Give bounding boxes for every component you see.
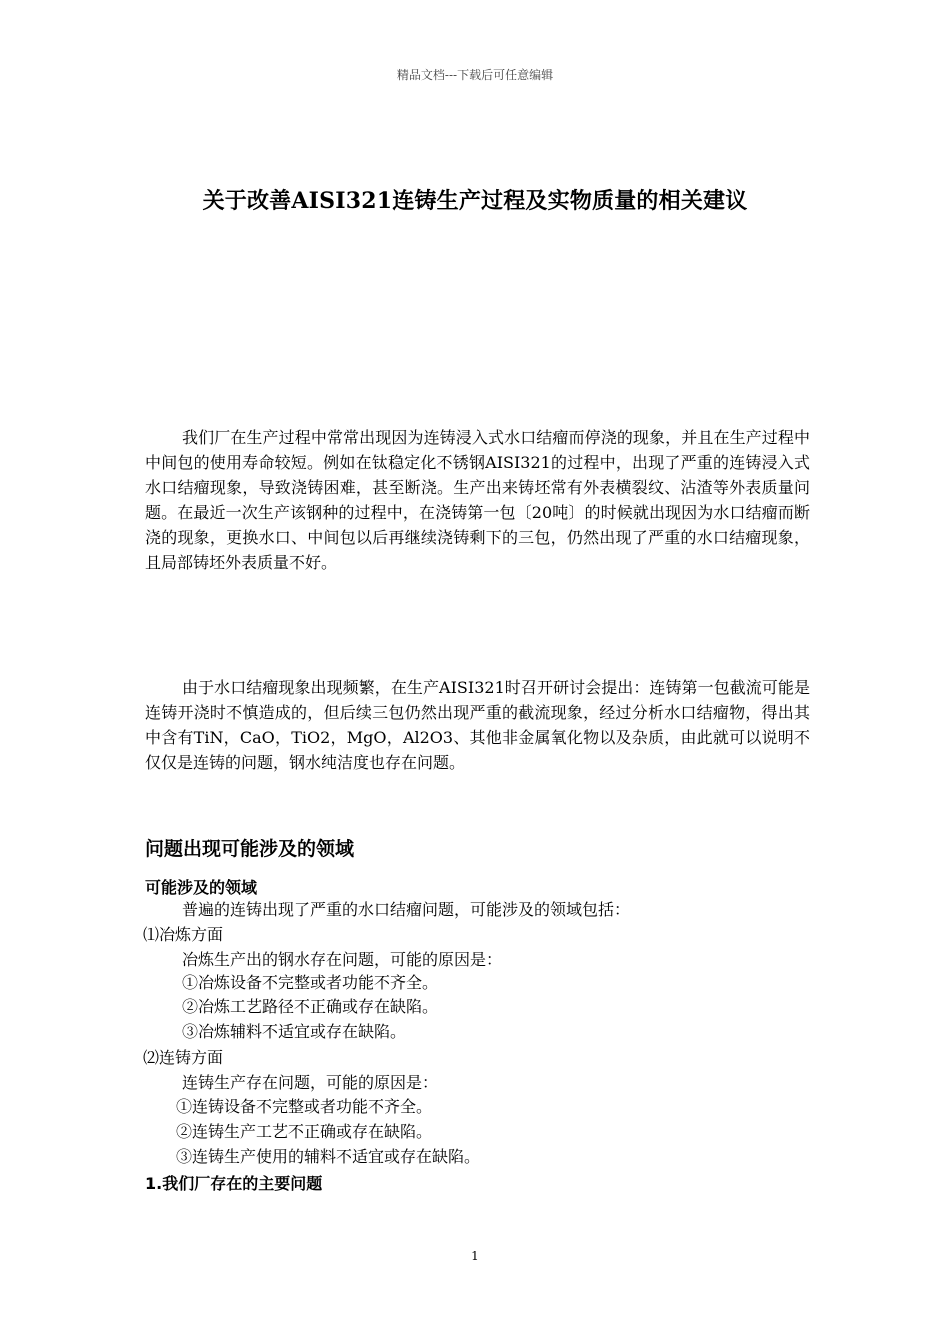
- list-item: ③连铸生产使用的辅料不适宜或存在缺陷。: [176, 1147, 481, 1166]
- group-label-smelting: ⑴冶炼方面: [143, 925, 224, 944]
- list-item: ②连铸生产工艺不正确或存在缺陷。: [176, 1122, 433, 1141]
- list-item: ②冶炼工艺路径不正确或存在缺陷。: [182, 997, 439, 1016]
- document-title: 关于改善AISI321连铸生产过程及实物质量的相关建议: [202, 188, 748, 214]
- section-heading: 问题出现可能涉及的领域: [145, 838, 355, 860]
- next-section-heading: 1.我们厂存在的主要问题: [145, 1174, 323, 1193]
- list-item: ①冶炼设备不完整或者功能不齐全。: [182, 973, 439, 992]
- list-item: ③冶炼辅料不适宜或存在缺陷。: [182, 1022, 407, 1041]
- section-intro: 普遍的连铸出现了严重的水口结瘤问题，可能涉及的领域包括：: [182, 900, 631, 919]
- page-number: 1: [471, 1249, 479, 1263]
- group-lead-casting: 连铸生产存在问题，可能的原因是：: [182, 1073, 439, 1092]
- list-item: ①连铸设备不完整或者功能不齐全。: [176, 1097, 433, 1116]
- group-label-casting: ⑵连铸方面: [143, 1048, 224, 1067]
- paragraph-analysis: 由于水口结瘤现象出现频繁，在生产AISI321时召开研讨会提出：连铸第一包截流可能是连铸开浇时不慎造成的，但后续三包仍然出现严重的截流现象，经过分析水口结瘤物，得出其中含有TiN，CaO，TiO2，MgO，Al2O3、其他非金属氧化物以及杂质，由此就可以说明不仅仅是连铸的问题，钢水纯洁度也存在问题。: [145, 678, 810, 772]
- group-lead-smelting: 冶炼生产出的钢水存在问题，可能的原因是：: [182, 950, 503, 969]
- subsection-heading: 可能涉及的领域: [145, 878, 258, 897]
- paragraph-intro: 我们厂在生产过程中常常出现因为连铸浸入式水口结瘤而停浇的现象，并且在生产过程中中间包的使用寿命较短。例如在钛稳定化不锈钢AISI321的过程中，出现了严重的连铸浸入式水口结瘤现象，导致浇铸困难，甚至断浇。生产出来铸坯常有外表横裂纹、沾渣等外表质量问题。在最近一次生产该钢种的过程中，在浇铸第一包〔20吨〕的时候就出现因为水口结瘤而断浇的现象，更换水口、中间包以后再继续浇铸剩下的三包，仍然出现了严重的水口结瘤现象，且局部铸坯外表质量不好。: [145, 428, 810, 572]
- page-header: 精品文档---下载后可任意编辑: [396, 68, 554, 82]
